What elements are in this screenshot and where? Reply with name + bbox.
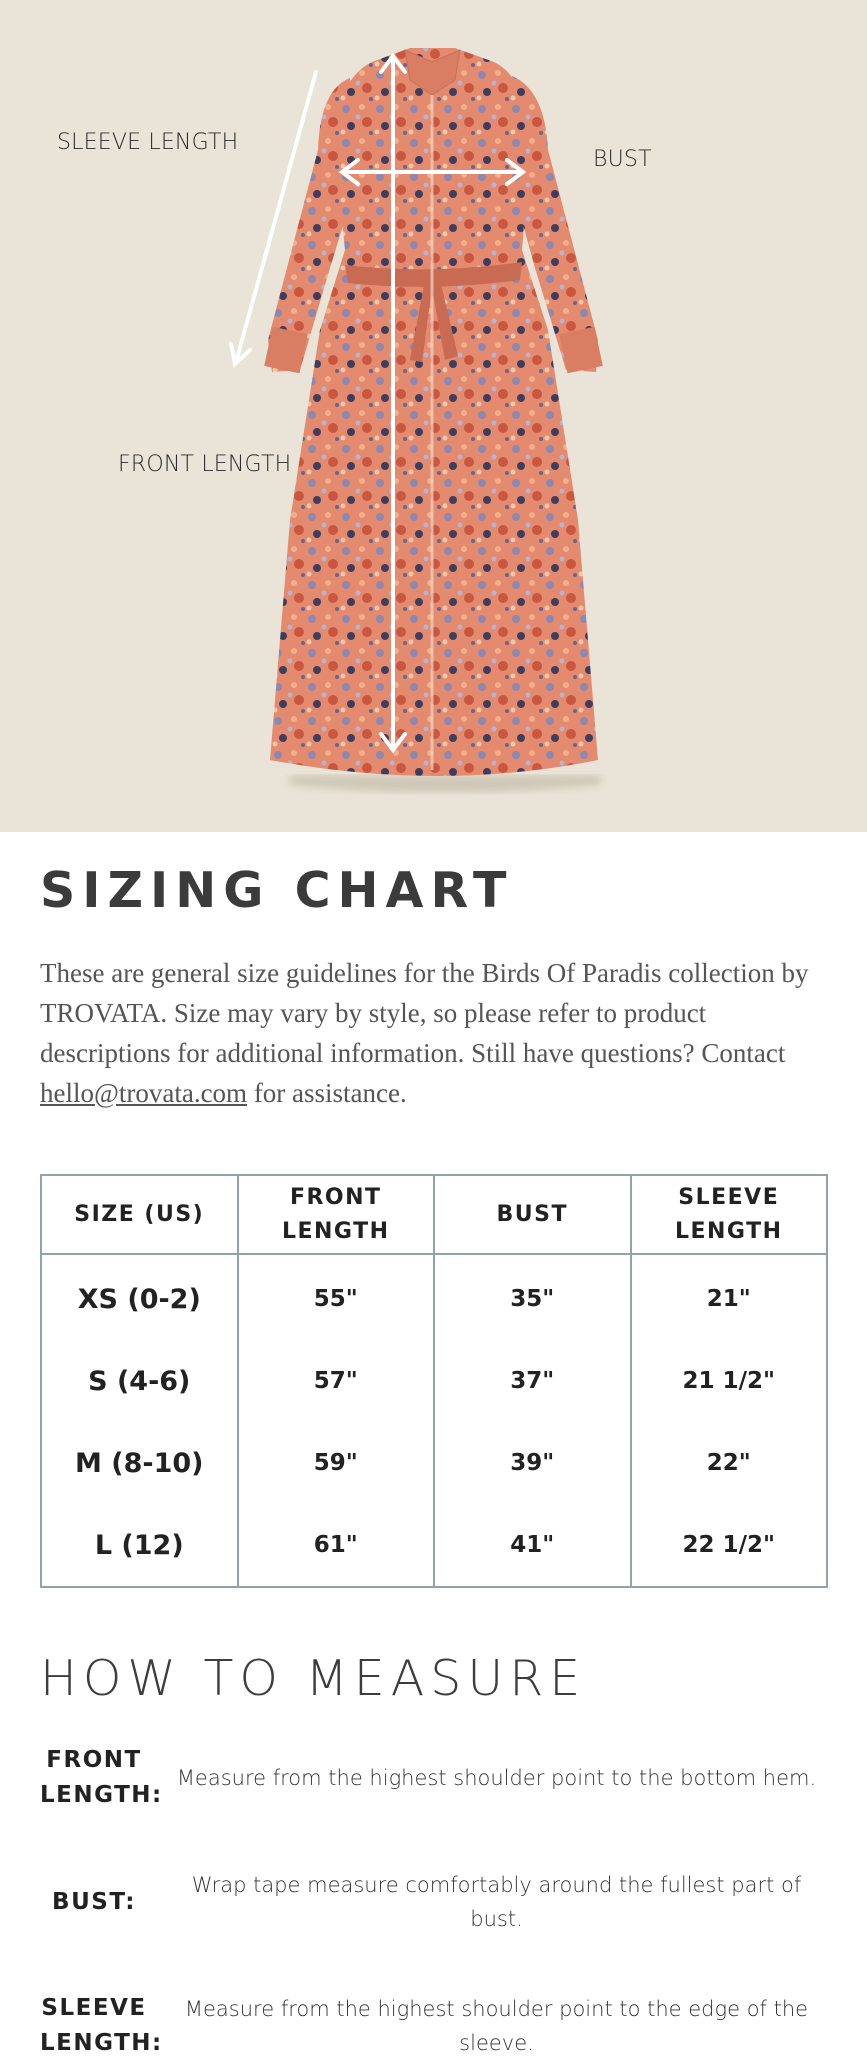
hero-image-area: [0, 0, 867, 832]
bust-label: BUST: [593, 147, 652, 172]
table-row: [41, 1254, 827, 1340]
table-row: [41, 1340, 827, 1422]
table-row: [41, 1504, 827, 1587]
header-size: SIZE (US): [41, 1175, 238, 1254]
size-cell: XS (0-2): [41, 1254, 238, 1340]
sleeve-length-label: SLEEVE LENGTH: [57, 130, 239, 155]
measure-description: Wrap tape measure comfortably around the fullest part of bust.: [191, 1873, 802, 1931]
measure-item-sleeve-length: [40, 1991, 827, 2061]
size-cell: S (4-6): [41, 1340, 238, 1422]
front-length-cell: 57": [238, 1340, 435, 1422]
front-length-label: FRONT LENGTH: [118, 452, 292, 477]
dress-illustration: [0, 0, 867, 832]
sleeve-length-cell: 22 1/2": [631, 1504, 828, 1587]
intro-text: These are general size guidelines for the Birds Of Paradis collection by TROVATA. Size may vary by style, so please refer to product descriptions for additional information. Still have questions? Contact: [40, 958, 809, 1068]
bust-cell: 41": [434, 1504, 631, 1587]
how-to-measure-title: HOW TO MEASURE: [40, 1650, 587, 1707]
measure-label: SLEEVE LENGTH:: [40, 1995, 163, 2056]
sizing-intro: [40, 953, 827, 1113]
sleeve-length-cell: 22": [631, 1422, 828, 1504]
table-header-row: [41, 1175, 827, 1254]
front-length-cell: 59": [238, 1422, 435, 1504]
sleeve-length-cell: 21": [631, 1254, 828, 1340]
intro-text-end: for assistance.: [247, 1078, 407, 1108]
sleeve-length-cell: 21 1/2": [631, 1340, 828, 1422]
sizing-table: [40, 1174, 828, 1588]
contact-email-link[interactable]: hello@trovata.com: [40, 1078, 248, 1108]
dress-shadow: [290, 775, 600, 793]
measure-description: Measure from the highest shoulder point to the bottom hem.: [176, 1766, 817, 1790]
front-length-cell: 55": [238, 1254, 435, 1340]
front-length-cell: 61": [238, 1504, 435, 1587]
header-sleeve-length: SLEEVE LENGTH: [631, 1175, 828, 1254]
bust-cell: 39": [434, 1422, 631, 1504]
measure-label: BUST:: [52, 1888, 136, 1915]
header-front-length: FRONT LENGTH: [238, 1175, 435, 1254]
header-bust: BUST: [434, 1175, 631, 1254]
size-cell: L (12): [41, 1504, 238, 1587]
sizing-chart-title: SIZING CHART: [40, 862, 514, 919]
bust-cell: 35": [434, 1254, 631, 1340]
size-cell: M (8-10): [41, 1422, 238, 1504]
measure-item-front-length: [40, 1743, 827, 1813]
bust-cell: 37": [434, 1340, 631, 1422]
measure-item-bust: [40, 1868, 827, 1936]
measure-label: FRONT LENGTH:: [40, 1747, 163, 1808]
measure-description: Measure from the highest shoulder point to the edge of the sleeve.: [184, 1997, 809, 2055]
sizing-content: [0, 862, 867, 2061]
table-row: [41, 1422, 827, 1504]
